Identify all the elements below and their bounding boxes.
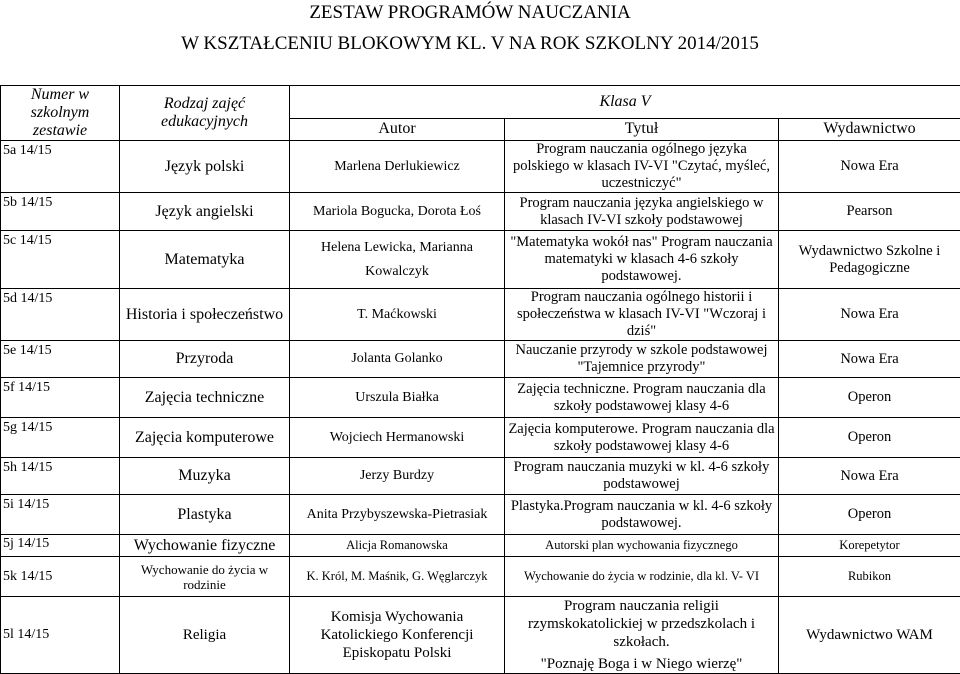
row-title [505, 597, 779, 674]
row-publisher: Wydawnictwo Szkolne i Pedagogiczne [779, 231, 960, 289]
table-row [1, 289, 960, 341]
row-subject: Przyroda [120, 341, 290, 378]
header-class: Klasa V [290, 86, 960, 119]
row-title: Wychowanie do życia w rodzinie, dla kl. V- VI [505, 557, 779, 597]
row-title: Program nauczania ogólnego języka polskiego w klasach IV-VI "Czytać, myśleć, uczestniczyć" [505, 141, 779, 193]
row-author: Mariola Bogucka, Dorota Łoś [290, 193, 505, 231]
document-title: ZESTAW PROGRAMÓW NAUCZANIA [0, 2, 950, 24]
header-author: Autor [290, 118, 505, 140]
row-publisher: Korepetytor [779, 535, 960, 557]
row-publisher: Wydawnictwo WAM [779, 597, 960, 674]
row-title: Zajęcia techniczne. Program nauczania dla szkoły podstawowej klasy 4-6 [505, 378, 779, 418]
row-author: T. Maćkowski [290, 289, 505, 341]
row-title-line-2: "Poznaję Boga i w Niego wierzę" [507, 655, 776, 673]
row-subject: Wychowanie do życia w rodzinie [120, 557, 290, 597]
header-number: Numer w szkolnym zestawie [1, 86, 120, 141]
row-publisher: Operon [779, 495, 960, 535]
row-publisher: Nowa Era [779, 458, 960, 495]
row-number: 5a 14/15 [1, 141, 120, 193]
table-row [1, 535, 960, 557]
row-subject: Matematyka [120, 231, 290, 289]
row-number: 5d 14/15 [1, 289, 120, 341]
row-author: Jerzy Burdzy [290, 458, 505, 495]
row-publisher: Operon [779, 418, 960, 458]
table-row [1, 141, 960, 193]
program-table [0, 85, 960, 674]
row-subject: Religia [120, 597, 290, 674]
table-row [1, 231, 960, 289]
row-title: Program nauczania muzyki w kl. 4-6 szkoły podstawowej [505, 458, 779, 495]
table-row [1, 495, 960, 535]
row-author: Wojciech Hermanowski [290, 418, 505, 458]
row-title: Program nauczania ogólnego historii i społeczeństwa w klasach IV-VI "Wczoraj i dziś" [505, 289, 779, 341]
header-subject: Rodzaj zajęć edukacyjnych [120, 86, 290, 141]
row-author: Alicja Romanowska [290, 535, 505, 557]
row-author: Jolanta Golanko [290, 341, 505, 378]
row-title: Zajęcia komputerowe. Program nauczania dla szkoły podstawowej klasy 4-6 [505, 418, 779, 458]
table-row [1, 193, 960, 231]
row-author: Marlena Derlukiewicz [290, 141, 505, 193]
table-row [1, 418, 960, 458]
row-publisher: Operon [779, 378, 960, 418]
table-row [1, 597, 960, 674]
row-publisher: Nowa Era [779, 141, 960, 193]
row-number: 5c 14/15 [1, 231, 120, 289]
row-subject: Zajęcia techniczne [120, 378, 290, 418]
row-number: 5g 14/15 [1, 418, 120, 458]
table-row [1, 378, 960, 418]
row-title: Plastyka.Program nauczania w kl. 4-6 szkoły podstawowej. [505, 495, 779, 535]
table-row [1, 557, 960, 597]
row-number: 5f 14/15 [1, 378, 120, 418]
header-title: Tytuł [505, 118, 779, 140]
row-author: K. Król, M. Maśnik, G. Węglarczyk [290, 557, 505, 597]
header-row-1 [1, 86, 960, 119]
row-number: 5i 14/15 [1, 495, 120, 535]
row-subject: Historia i społeczeństwo [120, 289, 290, 341]
row-subject: Język angielski [120, 193, 290, 231]
row-title: Program nauczania języka angielskiego w klasach IV-VI szkoły podstawowej [505, 193, 779, 231]
row-number: 5h 14/15 [1, 458, 120, 495]
row-subject: Język polski [120, 141, 290, 193]
row-number: 5k 14/15 [1, 557, 120, 597]
row-number: 5j 14/15 [1, 535, 120, 557]
row-number: 5e 14/15 [1, 341, 120, 378]
row-number: 5l 14/15 [1, 597, 120, 674]
row-publisher: Nowa Era [779, 341, 960, 378]
row-author: Urszula Białka [290, 378, 505, 418]
row-subject: Zajęcia komputerowe [120, 418, 290, 458]
row-author: Helena Lewicka, Marianna Kowalczyk [290, 231, 505, 289]
row-author: Komisja Wychowania Katolickiego Konferencji Episkopatu Polski [290, 597, 505, 674]
row-publisher: Rubikon [779, 557, 960, 597]
row-publisher: Pearson [779, 193, 960, 231]
table-row [1, 458, 960, 495]
row-subject: Plastyka [120, 495, 290, 535]
row-author: Anita Przybyszewska-Pietrasiak [290, 495, 505, 535]
document-subtitle: W KSZTAŁCENIU BLOKOWYM KL. V NA ROK SZKOLNY 2014/2015 [0, 33, 950, 55]
row-publisher: Nowa Era [779, 289, 960, 341]
row-title: "Matematyka wokół nas" Program nauczania matematyki w klasach 4-6 szkoły podstawowej. [505, 231, 779, 289]
row-title-line-1: Program nauczania religii rzymskokatolickiej w przedszkolach i szkołach. [507, 597, 776, 651]
row-title: Autorski plan wychowania fizycznego [505, 535, 779, 557]
row-title: Nauczanie przyrody w szkole podstawowej "Tajemnice przyrody" [505, 341, 779, 378]
row-number: 5b 14/15 [1, 193, 120, 231]
row-subject: Wychowanie fizyczne [120, 535, 290, 557]
row-subject: Muzyka [120, 458, 290, 495]
header-publisher: Wydawnictwo [779, 118, 960, 140]
table-row [1, 341, 960, 378]
